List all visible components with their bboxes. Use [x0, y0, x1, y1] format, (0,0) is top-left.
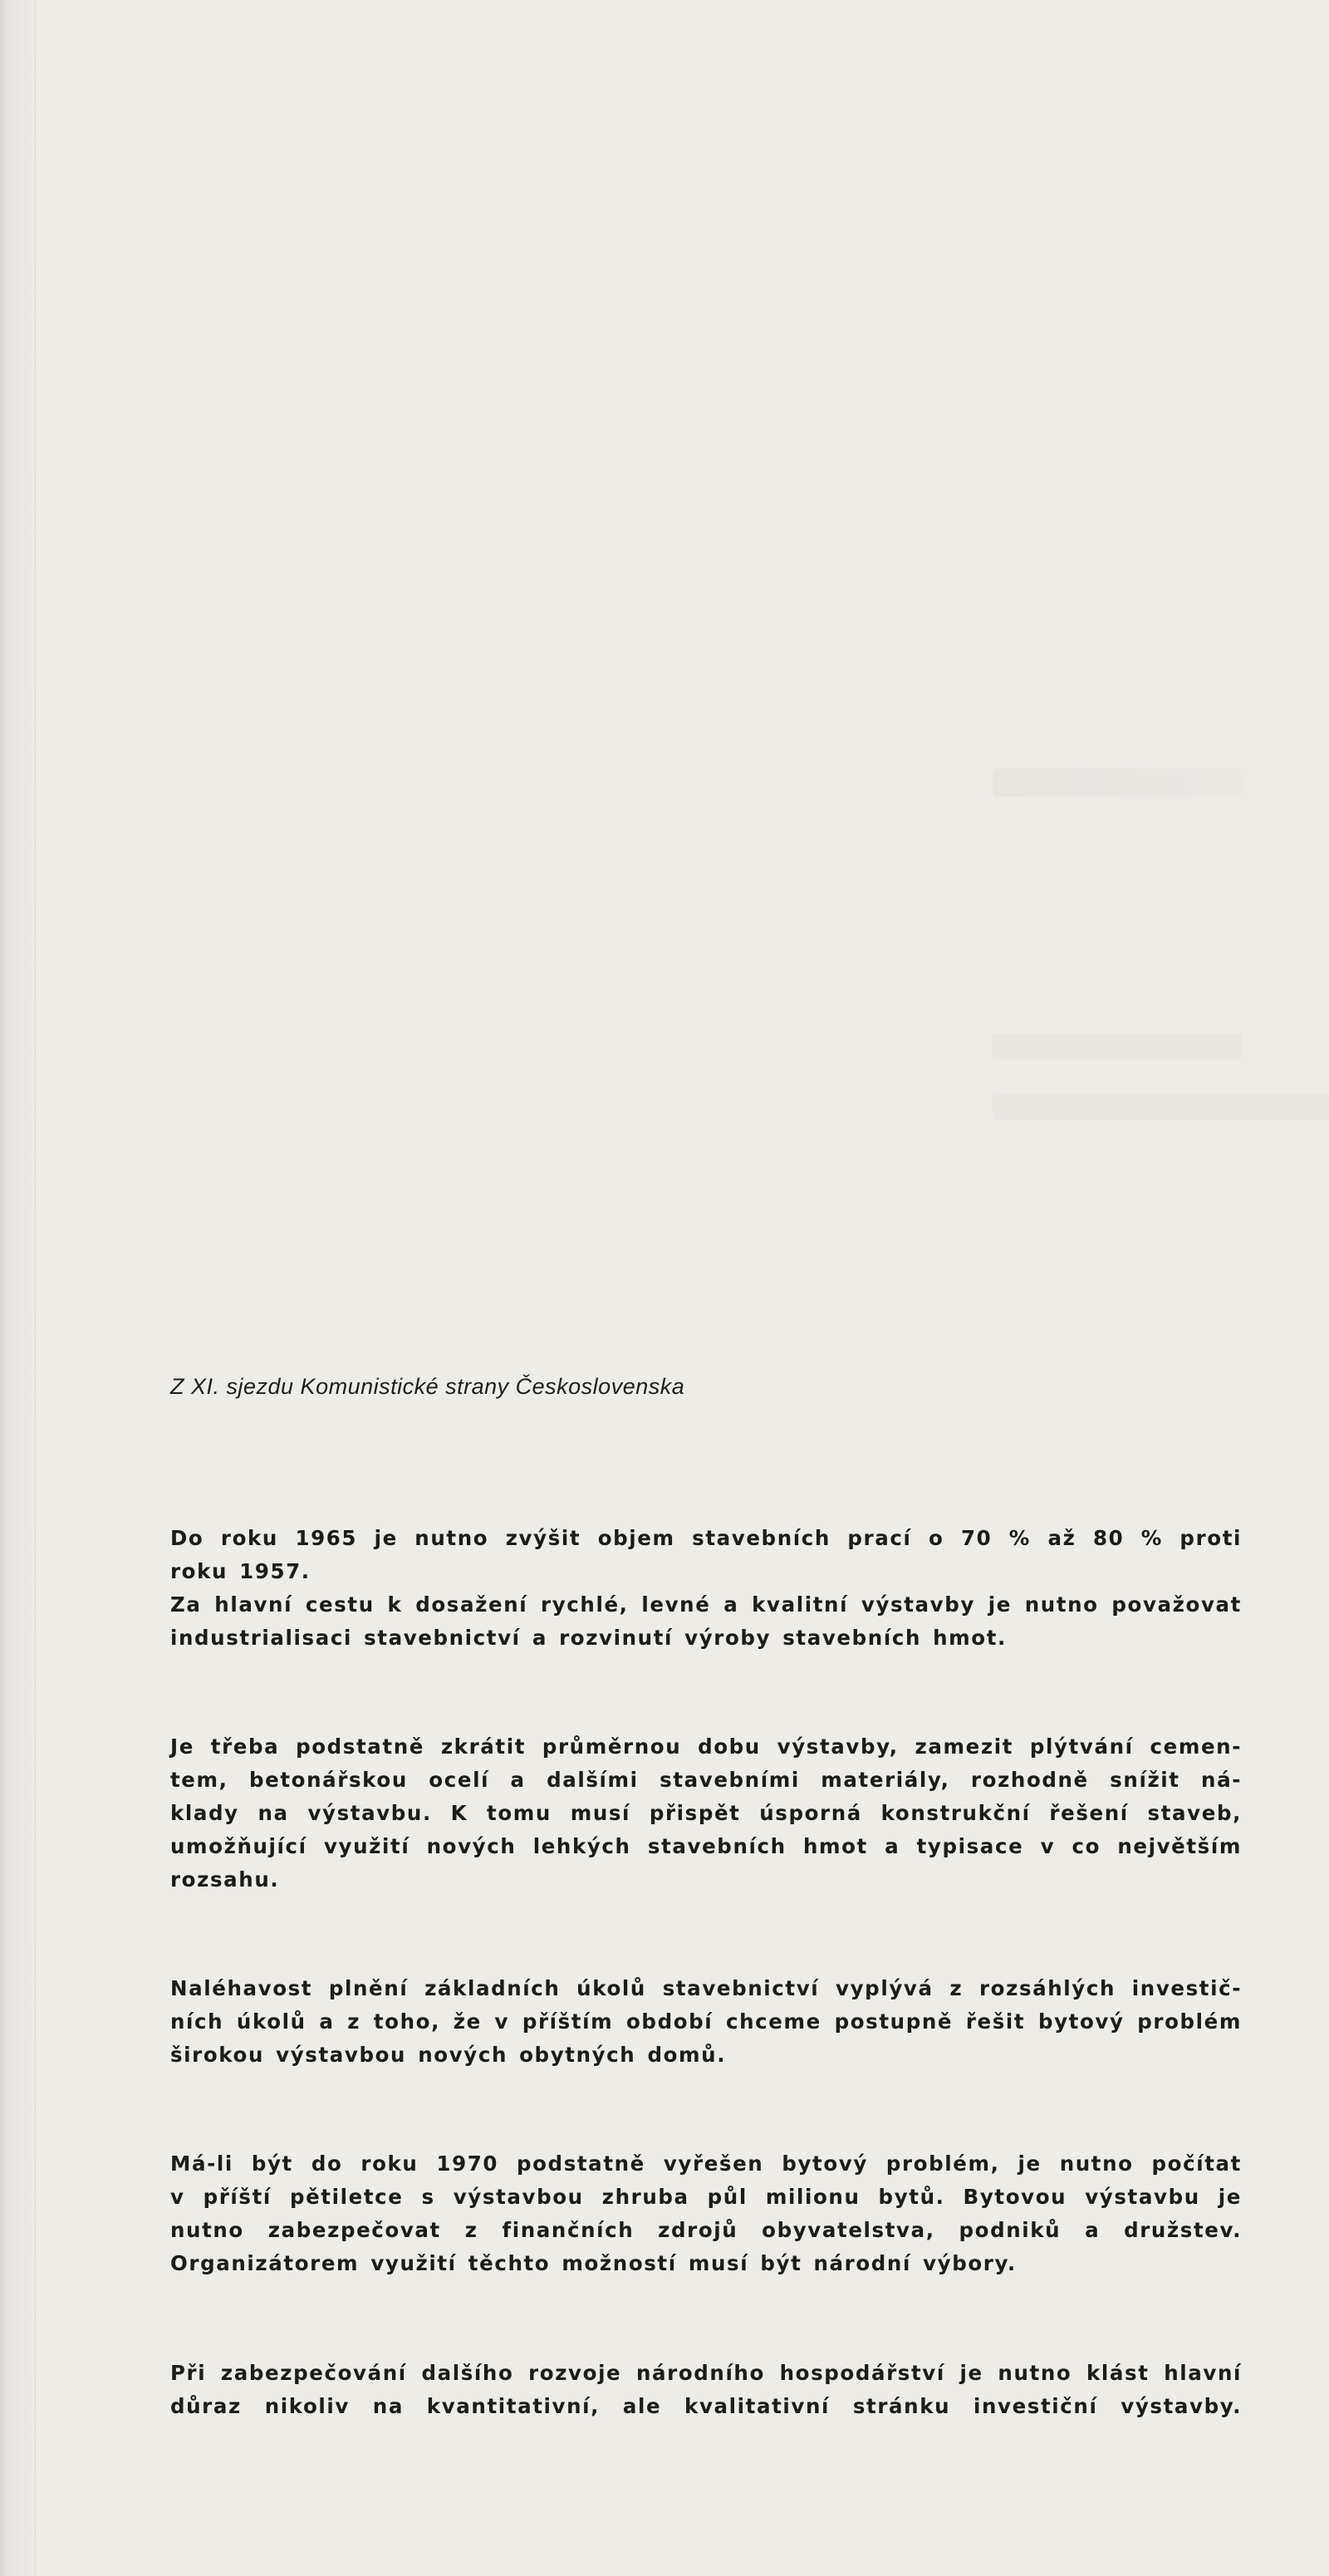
paragraph-4	[170, 2147, 1242, 2280]
page-spine-shadow	[0, 0, 36, 2576]
text-line: rozsahu.	[170, 1867, 280, 1892]
show-through-block	[993, 768, 1242, 797]
text-line: industrialisaci stavebnictví a rozvinutí výroby stavebních hmot.	[170, 1626, 1007, 1650]
text-line: ních úkolů a z toho, že v příštím období chceme postupně řešit bytový problém	[170, 2009, 1242, 2034]
text-line: Za hlavní cestu k dosažení rychlé, levné a kvalitní výstavby je nutno považovat	[170, 1592, 1242, 1617]
text-line: Organizátorem využití těchto možností musí být národní výbory.	[170, 2251, 1017, 2275]
text-line: roku 1957.	[170, 1559, 311, 1583]
text-line: Je třeba podstatně zkrátit průměrnou dobu výstavby, zamezit plýtvání cemen-	[170, 1735, 1242, 1759]
text-line: Má-li být do roku 1970 podstatně vyřešen bytový problém, je nutno počítat	[170, 2152, 1242, 2176]
text-line: Do roku 1965 je nutno zvýšit objem stavebních prací o 70 % až 80 % proti	[170, 1526, 1242, 1550]
text-line: klady na výstavbu. K tomu musí přispět úsporná konstrukční řešení staveb,	[170, 1801, 1242, 1825]
text-line: tem, betonářskou ocelí a dalšími stavebními materiály, rozhodně snížit ná-	[170, 1768, 1242, 1792]
text-line: důraz nikoliv na kvantitativní, ale kvalitativní stránku investiční výstavby.	[170, 2394, 1242, 2418]
text-line: umožňující využití nových lehkých stavebních hmot a typisace v co největším	[170, 1834, 1242, 1858]
show-through-block	[993, 1034, 1242, 1059]
text-line: Při zabezpečování dalšího rozvoje národního hospodářství je nutno klást hlavní	[170, 2361, 1242, 2385]
text-line: nutno zabezpečovat z finančních zdrojů obyvatelstva, podniků a družstev.	[170, 2218, 1242, 2242]
paragraph-1	[170, 1522, 1242, 1655]
paragraph-5	[170, 2357, 1242, 2423]
paragraph-3	[170, 1972, 1242, 2072]
text-line: širokou výstavbou nových obytných domů.	[170, 2043, 727, 2067]
text-line: v příští pětiletce s výstavbou zhruba půl milionu bytů. Bytovou výstavbu je	[170, 2185, 1242, 2209]
text-line: Naléhavost plnění základních úkolů stavebnictví vyplývá z rozsáhlých investič-	[170, 1976, 1242, 2000]
source-line: Z XI. sjezdu Komunistické strany Československa	[170, 1374, 685, 1399]
show-through-block	[993, 1095, 1329, 1120]
paragraph-2	[170, 1730, 1242, 1896]
